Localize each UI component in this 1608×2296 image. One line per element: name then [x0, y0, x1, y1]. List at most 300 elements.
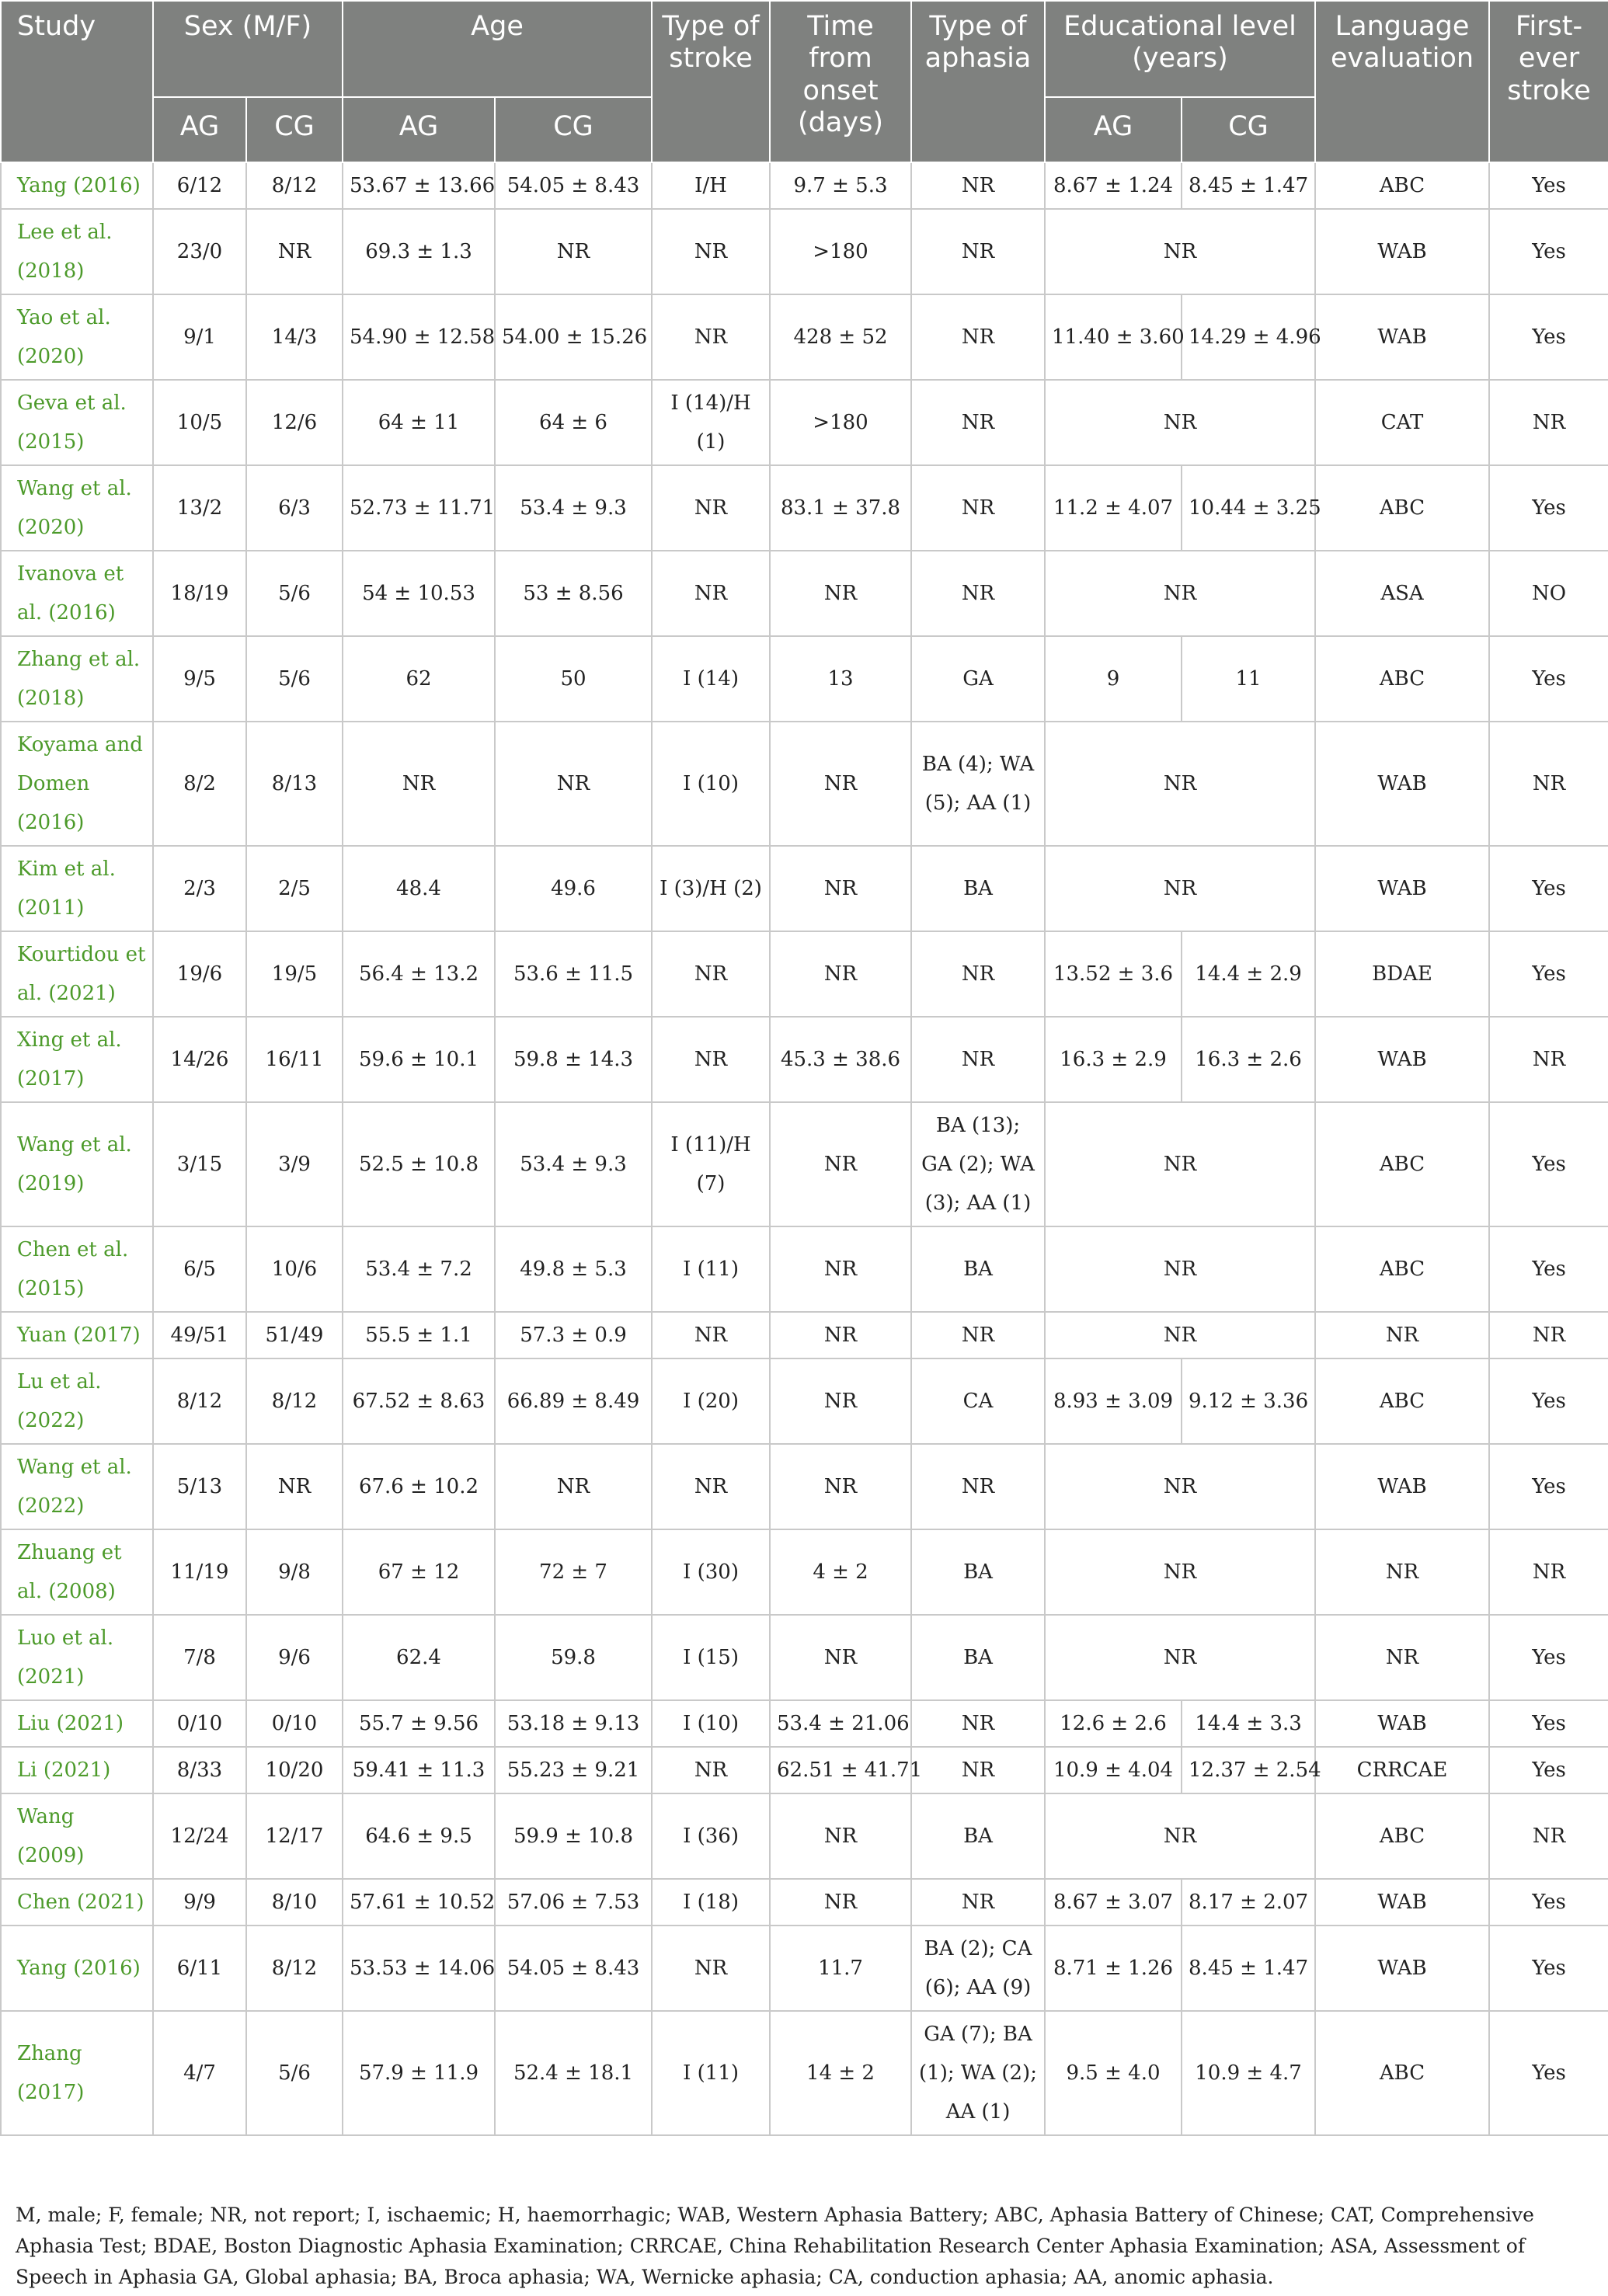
table-row — [1, 846, 1608, 931]
edu-cg-cell: 10.44 ± 3.25 — [1182, 465, 1315, 551]
edu-ag-cell: 11.40 ± 3.60 — [1045, 294, 1182, 380]
type-of-aphasia-cell: BA (13); GA (2); WA (3); AA (1) — [911, 1102, 1045, 1226]
type-of-aphasia-cell: BA (4); WA (5); AA (1) — [911, 722, 1045, 846]
time-from-onset-cell: 428 ± 52 — [770, 294, 911, 380]
sex-cg-cell: 9/8 — [246, 1529, 343, 1615]
type-of-stroke-cell: I (11) — [652, 1226, 770, 1312]
type-of-aphasia-cell: NR — [911, 380, 1045, 465]
study-cell[interactable]: Lee et al. (2018) — [1, 209, 153, 294]
age-cg-cell: 66.89 ± 8.49 — [495, 1358, 652, 1444]
language-evaluation-cell: BDAE — [1315, 931, 1489, 1017]
header-sex-ag: AG — [153, 97, 246, 162]
first-ever-stroke-cell: NR — [1489, 1312, 1608, 1358]
age-cg-cell: NR — [495, 1444, 652, 1529]
age-cg-cell: 49.8 ± 5.3 — [495, 1226, 652, 1312]
first-ever-stroke-cell: Yes — [1489, 162, 1608, 209]
type-of-stroke-cell: NR — [652, 1444, 770, 1529]
sex-cg-cell: 51/49 — [246, 1312, 343, 1358]
sex-cg-cell: 10/20 — [246, 1747, 343, 1793]
first-ever-stroke-cell: Yes — [1489, 2011, 1608, 2135]
type-of-stroke-cell: I (15) — [652, 1615, 770, 1700]
table-row — [1, 1529, 1608, 1615]
header-edu-ag: AG — [1045, 97, 1182, 162]
type-of-aphasia-cell: BA — [911, 1226, 1045, 1312]
age-ag-cell: 69.3 ± 1.3 — [343, 209, 495, 294]
study-cell[interactable]: Zhuang et al. (2008) — [1, 1529, 153, 1615]
time-from-onset-cell: 45.3 ± 38.6 — [770, 1017, 911, 1102]
sex-ag-cell: 5/13 — [153, 1444, 246, 1529]
age-ag-cell: 54 ± 10.53 — [343, 551, 495, 636]
time-from-onset-cell: NR — [770, 1879, 911, 1926]
age-cg-cell: 57.06 ± 7.53 — [495, 1879, 652, 1926]
educational-level-cell: NR — [1045, 1444, 1315, 1529]
educational-level-cell: NR — [1045, 551, 1315, 636]
study-cell[interactable]: Liu (2021) — [1, 1700, 153, 1747]
first-ever-stroke-cell: Yes — [1489, 1700, 1608, 1747]
header-type-of-aphasia: Type of aphasia — [911, 1, 1045, 162]
time-from-onset-cell: NR — [770, 1226, 911, 1312]
sex-ag-cell: 8/33 — [153, 1747, 246, 1793]
time-from-onset-cell: NR — [770, 931, 911, 1017]
edu-ag-cell: 16.3 ± 2.9 — [1045, 1017, 1182, 1102]
study-cell[interactable]: Geva et al. (2015) — [1, 380, 153, 465]
age-ag-cell: 55.5 ± 1.1 — [343, 1312, 495, 1358]
sex-ag-cell: 8/2 — [153, 722, 246, 846]
sex-cg-cell: 0/10 — [246, 1700, 343, 1747]
type-of-aphasia-cell: BA — [911, 1615, 1045, 1700]
header-age-ag: AG — [343, 97, 495, 162]
sex-ag-cell: 3/15 — [153, 1102, 246, 1226]
language-evaluation-cell: ABC — [1315, 465, 1489, 551]
table-row — [1, 1358, 1608, 1444]
edu-ag-cell: 8.67 ± 3.07 — [1045, 1879, 1182, 1926]
edu-cg-cell: 14.4 ± 2.9 — [1182, 931, 1315, 1017]
age-ag-cell: 67.6 ± 10.2 — [343, 1444, 495, 1529]
study-cell[interactable]: Wang (2009) — [1, 1793, 153, 1879]
type-of-aphasia-cell: NR — [911, 1017, 1045, 1102]
sex-cg-cell: 8/12 — [246, 1358, 343, 1444]
sex-ag-cell: 49/51 — [153, 1312, 246, 1358]
header-educational-level: Educational level (years) — [1045, 1, 1315, 97]
time-from-onset-cell: 62.51 ± 41.71 — [770, 1747, 911, 1793]
sex-ag-cell: 4/7 — [153, 2011, 246, 2135]
type-of-aphasia-cell: GA (7); BA (1); WA (2); AA (1) — [911, 2011, 1045, 2135]
time-from-onset-cell: 4 ± 2 — [770, 1529, 911, 1615]
educational-level-cell: NR — [1045, 846, 1315, 931]
sex-cg-cell: 14/3 — [246, 294, 343, 380]
type-of-stroke-cell: NR — [652, 1017, 770, 1102]
first-ever-stroke-cell: NR — [1489, 722, 1608, 846]
language-evaluation-cell: NR — [1315, 1529, 1489, 1615]
table-row — [1, 931, 1608, 1017]
age-ag-cell: 55.7 ± 9.56 — [343, 1700, 495, 1747]
table-row — [1, 1226, 1608, 1312]
first-ever-stroke-cell: NR — [1489, 1529, 1608, 1615]
educational-level-cell: NR — [1045, 209, 1315, 294]
study-cell[interactable]: Wang et al. (2019) — [1, 1102, 153, 1226]
sex-cg-cell: 5/6 — [246, 2011, 343, 2135]
study-cell[interactable]: Xing et al. (2017) — [1, 1017, 153, 1102]
age-cg-cell: 64 ± 6 — [495, 380, 652, 465]
sex-ag-cell: 9/1 — [153, 294, 246, 380]
study-cell[interactable]: Lu et al. (2022) — [1, 1358, 153, 1444]
language-evaluation-cell: WAB — [1315, 1926, 1489, 2011]
age-ag-cell: 52.5 ± 10.8 — [343, 1102, 495, 1226]
first-ever-stroke-cell: Yes — [1489, 1358, 1608, 1444]
age-cg-cell: 49.6 — [495, 846, 652, 931]
table-row — [1, 162, 1608, 209]
study-cell[interactable]: Luo et al. (2021) — [1, 1615, 153, 1700]
table-row — [1, 1102, 1608, 1226]
sex-ag-cell: 12/24 — [153, 1793, 246, 1879]
sex-cg-cell: NR — [246, 209, 343, 294]
first-ever-stroke-cell: NO — [1489, 551, 1608, 636]
study-cell[interactable]: Zhang et al. (2018) — [1, 636, 153, 722]
language-evaluation-cell: NR — [1315, 1312, 1489, 1358]
table-row — [1, 1879, 1608, 1926]
age-cg-cell: 54.00 ± 15.26 — [495, 294, 652, 380]
age-ag-cell: 48.4 — [343, 846, 495, 931]
sex-ag-cell: 0/10 — [153, 1700, 246, 1747]
language-evaluation-cell: ASA — [1315, 551, 1489, 636]
sex-cg-cell: 5/6 — [246, 551, 343, 636]
study-cell[interactable]: Chen (2021) — [1, 1879, 153, 1926]
type-of-stroke-cell: I (11)/H (7) — [652, 1102, 770, 1226]
first-ever-stroke-cell: Yes — [1489, 1926, 1608, 2011]
age-cg-cell: 59.8 ± 14.3 — [495, 1017, 652, 1102]
first-ever-stroke-cell: Yes — [1489, 1747, 1608, 1793]
header-language-evaluation: Language evaluation — [1315, 1, 1489, 162]
type-of-stroke-cell: NR — [652, 1747, 770, 1793]
type-of-aphasia-cell: BA (2); CA (6); AA (9) — [911, 1926, 1045, 2011]
age-ag-cell: 53.67 ± 13.66 — [343, 162, 495, 209]
first-ever-stroke-cell: Yes — [1489, 1615, 1608, 1700]
sex-cg-cell: 10/6 — [246, 1226, 343, 1312]
edu-cg-cell: 9.12 ± 3.36 — [1182, 1358, 1315, 1444]
table-row — [1, 1700, 1608, 1747]
language-evaluation-cell: WAB — [1315, 1700, 1489, 1747]
educational-level-cell: NR — [1045, 1226, 1315, 1312]
age-cg-cell: 53.6 ± 11.5 — [495, 931, 652, 1017]
educational-level-cell: NR — [1045, 380, 1315, 465]
type-of-aphasia-cell: BA — [911, 1529, 1045, 1615]
type-of-stroke-cell: NR — [652, 209, 770, 294]
type-of-aphasia-cell: NR — [911, 465, 1045, 551]
time-from-onset-cell: NR — [770, 1312, 911, 1358]
edu-cg-cell: 14.29 ± 4.96 — [1182, 294, 1315, 380]
educational-level-cell: NR — [1045, 722, 1315, 846]
language-evaluation-cell: ABC — [1315, 1102, 1489, 1226]
time-from-onset-cell: 14 ± 2 — [770, 2011, 911, 2135]
sex-cg-cell: 16/11 — [246, 1017, 343, 1102]
first-ever-stroke-cell: Yes — [1489, 846, 1608, 931]
time-from-onset-cell: NR — [770, 1444, 911, 1529]
type-of-aphasia-cell: NR — [911, 1312, 1045, 1358]
header-study: Study — [1, 1, 153, 162]
study-cell[interactable]: Li (2021) — [1, 1747, 153, 1793]
age-ag-cell: 57.61 ± 10.52 — [343, 1879, 495, 1926]
type-of-stroke-cell: I (20) — [652, 1358, 770, 1444]
type-of-stroke-cell: I (11) — [652, 2011, 770, 2135]
table-row — [1, 465, 1608, 551]
time-from-onset-cell: >180 — [770, 380, 911, 465]
age-ag-cell: 52.73 ± 11.71 — [343, 465, 495, 551]
time-from-onset-cell: NR — [770, 722, 911, 846]
language-evaluation-cell: ABC — [1315, 2011, 1489, 2135]
type-of-aphasia-cell: BA — [911, 1793, 1045, 1879]
educational-level-cell: NR — [1045, 1312, 1315, 1358]
table-footnote: M, male; F, female; NR, not report; I, ischaemic; H, haemorrhagic; WAB, Western Aphasia Battery; ABC, Aphasia Battery of Chinese; CAT, Comprehensive Aphasia Test; BDAE, Boston Diagnostic Aphasia Examination; CRRCAE, China Rehabilitation Research Center Aphasia Examination; ASA, Assessment of Speech in Aphasia GA, Global aphasia; BA, Broca aphasia; WA, Wernicke aphasia; CA, conduction aphasia; AA, anomic aphasia. — [16, 2204, 1534, 2288]
sex-ag-cell: 13/2 — [153, 465, 246, 551]
sex-cg-cell: 12/6 — [246, 380, 343, 465]
sex-ag-cell: 9/5 — [153, 636, 246, 722]
study-cell[interactable]: Yuan (2017) — [1, 1312, 153, 1358]
header-age: Age — [343, 1, 652, 97]
edu-cg-cell: 16.3 ± 2.6 — [1182, 1017, 1315, 1102]
language-evaluation-cell: WAB — [1315, 846, 1489, 931]
time-from-onset-cell: NR — [770, 1793, 911, 1879]
first-ever-stroke-cell: NR — [1489, 1793, 1608, 1879]
age-ag-cell: 64 ± 11 — [343, 380, 495, 465]
first-ever-stroke-cell: Yes — [1489, 636, 1608, 722]
first-ever-stroke-cell: Yes — [1489, 209, 1608, 294]
first-ever-stroke-cell: Yes — [1489, 931, 1608, 1017]
table-row — [1, 1747, 1608, 1793]
age-ag-cell: 59.6 ± 10.1 — [343, 1017, 495, 1102]
study-cell[interactable]: Kim et al. (2011) — [1, 846, 153, 931]
sex-cg-cell: 5/6 — [246, 636, 343, 722]
edu-cg-cell: 8.45 ± 1.47 — [1182, 162, 1315, 209]
sex-ag-cell: 14/26 — [153, 1017, 246, 1102]
type-of-stroke-cell: I (14) — [652, 636, 770, 722]
sex-ag-cell: 6/5 — [153, 1226, 246, 1312]
study-cell[interactable]: Koyama and Domen (2016) — [1, 722, 153, 846]
type-of-stroke-cell: NR — [652, 294, 770, 380]
edu-ag-cell: 13.52 ± 3.6 — [1045, 931, 1182, 1017]
age-cg-cell: 59.9 ± 10.8 — [495, 1793, 652, 1879]
first-ever-stroke-cell: NR — [1489, 1017, 1608, 1102]
sex-cg-cell: 12/17 — [246, 1793, 343, 1879]
type-of-stroke-cell: I (18) — [652, 1879, 770, 1926]
type-of-aphasia-cell: NR — [911, 1879, 1045, 1926]
type-of-aphasia-cell: NR — [911, 1747, 1045, 1793]
language-evaluation-cell: WAB — [1315, 1017, 1489, 1102]
language-evaluation-cell: ABC — [1315, 1358, 1489, 1444]
study-cell[interactable]: Yang (2016) — [1, 1926, 153, 2011]
sex-ag-cell: 2/3 — [153, 846, 246, 931]
study-cell[interactable]: Ivanova et al. (2016) — [1, 551, 153, 636]
edu-ag-cell: 12.6 ± 2.6 — [1045, 1700, 1182, 1747]
type-of-aphasia-cell: NR — [911, 294, 1045, 380]
study-cell[interactable]: Yang (2016) — [1, 162, 153, 209]
study-cell[interactable]: Yao et al. (2020) — [1, 294, 153, 380]
study-cell[interactable]: Wang et al. (2020) — [1, 465, 153, 551]
time-from-onset-cell: 53.4 ± 21.06 — [770, 1700, 911, 1747]
educational-level-cell: NR — [1045, 1615, 1315, 1700]
type-of-stroke-cell: NR — [652, 551, 770, 636]
type-of-aphasia-cell: NR — [911, 931, 1045, 1017]
table-row — [1, 636, 1608, 722]
first-ever-stroke-cell: Yes — [1489, 1102, 1608, 1226]
sex-ag-cell: 7/8 — [153, 1615, 246, 1700]
age-cg-cell: 57.3 ± 0.9 — [495, 1312, 652, 1358]
table-row — [1, 1444, 1608, 1529]
age-ag-cell: 57.9 ± 11.9 — [343, 2011, 495, 2135]
language-evaluation-cell: ABC — [1315, 1226, 1489, 1312]
table-row — [1, 1793, 1608, 1879]
time-from-onset-cell: 11.7 — [770, 1926, 911, 2011]
sex-ag-cell: 19/6 — [153, 931, 246, 1017]
age-cg-cell: 54.05 ± 8.43 — [495, 162, 652, 209]
language-evaluation-cell: ABC — [1315, 162, 1489, 209]
table-row — [1, 1017, 1608, 1102]
first-ever-stroke-cell: Yes — [1489, 1444, 1608, 1529]
table-row — [1, 1312, 1608, 1358]
table-row — [1, 1926, 1608, 2011]
type-of-stroke-cell: NR — [652, 1312, 770, 1358]
table-row — [1, 2011, 1608, 2135]
study-cell[interactable]: Zhang (2017) — [1, 2011, 153, 2135]
age-ag-cell: 53.4 ± 7.2 — [343, 1226, 495, 1312]
type-of-stroke-cell: I (10) — [652, 722, 770, 846]
age-cg-cell: 53.4 ± 9.3 — [495, 465, 652, 551]
educational-level-cell: NR — [1045, 1102, 1315, 1226]
sex-ag-cell: 6/11 — [153, 1926, 246, 2011]
study-cell[interactable]: Kourtidou et al. (2021) — [1, 931, 153, 1017]
age-ag-cell: 67.52 ± 8.63 — [343, 1358, 495, 1444]
edu-cg-cell: 14.4 ± 3.3 — [1182, 1700, 1315, 1747]
sex-cg-cell: 8/13 — [246, 722, 343, 846]
age-cg-cell: 72 ± 7 — [495, 1529, 652, 1615]
table-row — [1, 294, 1608, 380]
table-row — [1, 209, 1608, 294]
age-cg-cell: 53.4 ± 9.3 — [495, 1102, 652, 1226]
sex-ag-cell: 8/12 — [153, 1358, 246, 1444]
header-time-from-onset: Time from onset (days) — [770, 1, 911, 162]
time-from-onset-cell: >180 — [770, 209, 911, 294]
type-of-stroke-cell: I (3)/H (2) — [652, 846, 770, 931]
first-ever-stroke-cell: Yes — [1489, 465, 1608, 551]
language-evaluation-cell: WAB — [1315, 722, 1489, 846]
type-of-stroke-cell: I (10) — [652, 1700, 770, 1747]
sex-cg-cell: 6/3 — [246, 465, 343, 551]
language-evaluation-cell: WAB — [1315, 1444, 1489, 1529]
educational-level-cell: NR — [1045, 1529, 1315, 1615]
edu-ag-cell: 9 — [1045, 636, 1182, 722]
sex-ag-cell: 9/9 — [153, 1879, 246, 1926]
edu-cg-cell: 8.45 ± 1.47 — [1182, 1926, 1315, 2011]
type-of-aphasia-cell: CA — [911, 1358, 1045, 1444]
age-cg-cell: 55.23 ± 9.21 — [495, 1747, 652, 1793]
edu-ag-cell: 10.9 ± 4.04 — [1045, 1747, 1182, 1793]
age-cg-cell: NR — [495, 722, 652, 846]
sex-ag-cell: 11/19 — [153, 1529, 246, 1615]
age-cg-cell: 53.18 ± 9.13 — [495, 1700, 652, 1747]
edu-ag-cell: 11.2 ± 4.07 — [1045, 465, 1182, 551]
sex-cg-cell: NR — [246, 1444, 343, 1529]
language-evaluation-cell: WAB — [1315, 1879, 1489, 1926]
age-ag-cell: NR — [343, 722, 495, 846]
age-ag-cell: 54.90 ± 12.58 — [343, 294, 495, 380]
header-edu-cg: CG — [1182, 97, 1315, 162]
age-cg-cell: 54.05 ± 8.43 — [495, 1926, 652, 2011]
edu-cg-cell: 10.9 ± 4.7 — [1182, 2011, 1315, 2135]
sex-ag-cell: 18/19 — [153, 551, 246, 636]
first-ever-stroke-cell: Yes — [1489, 1226, 1608, 1312]
language-evaluation-cell: CAT — [1315, 380, 1489, 465]
time-from-onset-cell: NR — [770, 551, 911, 636]
edu-ag-cell: 8.71 ± 1.26 — [1045, 1926, 1182, 2011]
table-row — [1, 551, 1608, 636]
sex-ag-cell: 23/0 — [153, 209, 246, 294]
type-of-stroke-cell: I (30) — [652, 1529, 770, 1615]
study-cell[interactable]: Chen et al. (2015) — [1, 1226, 153, 1312]
header-age-cg: CG — [495, 97, 652, 162]
sex-cg-cell: 3/9 — [246, 1102, 343, 1226]
language-evaluation-cell: ABC — [1315, 1793, 1489, 1879]
time-from-onset-cell: NR — [770, 1102, 911, 1226]
age-cg-cell: 53 ± 8.56 — [495, 551, 652, 636]
sex-cg-cell: 8/10 — [246, 1879, 343, 1926]
type-of-aphasia-cell: NR — [911, 162, 1045, 209]
edu-ag-cell: 8.67 ± 1.24 — [1045, 162, 1182, 209]
type-of-stroke-cell: I (14)/H (1) — [652, 380, 770, 465]
edu-cg-cell: 8.17 ± 2.07 — [1182, 1879, 1315, 1926]
type-of-aphasia-cell: NR — [911, 1700, 1045, 1747]
educational-level-cell: NR — [1045, 1793, 1315, 1879]
age-ag-cell: 56.4 ± 13.2 — [343, 931, 495, 1017]
time-from-onset-cell: NR — [770, 1358, 911, 1444]
edu-cg-cell: 11 — [1182, 636, 1315, 722]
sex-cg-cell: 2/5 — [246, 846, 343, 931]
type-of-aphasia-cell: BA — [911, 846, 1045, 931]
sex-ag-cell: 6/12 — [153, 162, 246, 209]
age-cg-cell: 52.4 ± 18.1 — [495, 2011, 652, 2135]
sex-cg-cell: 8/12 — [246, 162, 343, 209]
time-from-onset-cell: 9.7 ± 5.3 — [770, 162, 911, 209]
sex-cg-cell: 19/5 — [246, 931, 343, 1017]
table-body — [1, 162, 1608, 2135]
header-sex-cg: CG — [246, 97, 343, 162]
age-ag-cell: 62.4 — [343, 1615, 495, 1700]
table-row — [1, 722, 1608, 846]
type-of-stroke-cell: I/H — [652, 162, 770, 209]
type-of-aphasia-cell: NR — [911, 209, 1045, 294]
header-type-of-stroke: Type of stroke — [652, 1, 770, 162]
type-of-stroke-cell: NR — [652, 465, 770, 551]
sex-ag-cell: 10/5 — [153, 380, 246, 465]
age-cg-cell: 59.8 — [495, 1615, 652, 1700]
edu-ag-cell: 8.93 ± 3.09 — [1045, 1358, 1182, 1444]
first-ever-stroke-cell: Yes — [1489, 294, 1608, 380]
type-of-aphasia-cell: NR — [911, 1444, 1045, 1529]
language-evaluation-cell: NR — [1315, 1615, 1489, 1700]
type-of-stroke-cell: NR — [652, 931, 770, 1017]
language-evaluation-cell: CRRCAE — [1315, 1747, 1489, 1793]
sex-cg-cell: 8/12 — [246, 1926, 343, 2011]
language-evaluation-cell: WAB — [1315, 294, 1489, 380]
language-evaluation-cell: WAB — [1315, 209, 1489, 294]
edu-ag-cell: 9.5 ± 4.0 — [1045, 2011, 1182, 2135]
sex-cg-cell: 9/6 — [246, 1615, 343, 1700]
time-from-onset-cell: NR — [770, 846, 911, 931]
time-from-onset-cell: 83.1 ± 37.8 — [770, 465, 911, 551]
study-cell[interactable]: Wang et al. (2022) — [1, 1444, 153, 1529]
type-of-aphasia-cell: NR — [911, 551, 1045, 636]
table-header — [1, 1, 1608, 162]
age-ag-cell: 59.41 ± 11.3 — [343, 1747, 495, 1793]
type-of-stroke-cell: I (36) — [652, 1793, 770, 1879]
